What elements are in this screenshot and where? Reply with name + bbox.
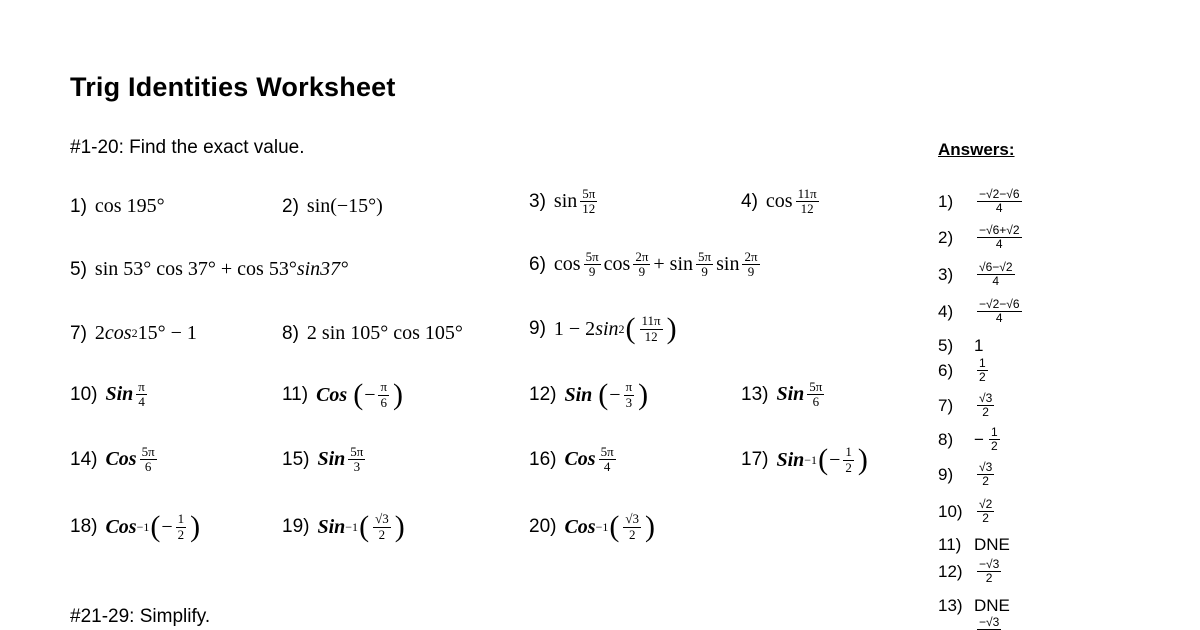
numerator: π <box>138 379 145 394</box>
denominator: 4 <box>995 201 1003 216</box>
problem-expression: sin(−15°) <box>306 195 383 217</box>
fraction <box>136 380 147 410</box>
denominator: 2 <box>979 370 986 385</box>
denominator: 6 <box>812 394 820 410</box>
problem-16 <box>529 445 619 475</box>
right-paren: ) <box>666 312 677 345</box>
denominator: 2 <box>628 526 636 542</box>
numerator: 5π <box>698 249 712 264</box>
answer-13 <box>938 596 1010 616</box>
denominator: 2 <box>982 405 989 420</box>
denominator: 9 <box>638 264 646 280</box>
denominator: 4 <box>995 311 1003 326</box>
numerator: 2π <box>744 249 758 264</box>
fraction <box>977 188 1022 215</box>
problem-number: 20) <box>529 516 557 537</box>
answer-3 <box>938 261 1018 288</box>
numerator: 1 <box>979 356 986 370</box>
numerator: 5π <box>141 444 155 459</box>
fraction <box>977 616 1001 630</box>
left-paren: ( <box>598 378 609 411</box>
left-paren: ( <box>625 312 636 345</box>
answer-number: 9) <box>938 464 954 484</box>
fraction <box>977 298 1022 325</box>
problem-expression: cos 195° <box>94 195 165 217</box>
fraction <box>977 558 1001 585</box>
numerator: 5π <box>809 379 823 394</box>
answer-number: 4) <box>938 301 954 321</box>
function-name: Sin <box>776 383 805 406</box>
answer-9 <box>938 461 997 488</box>
coefficient: 2 <box>94 322 105 344</box>
fraction <box>378 380 389 410</box>
answer-number: 6) <box>938 360 954 380</box>
function-name: Cos <box>316 383 348 406</box>
problem-6 <box>529 250 763 280</box>
problem-3 <box>529 187 600 217</box>
problem-9 <box>529 314 678 344</box>
problem-15 <box>282 445 368 475</box>
numerator: 1 <box>845 444 852 460</box>
function-name: Sin <box>776 448 805 471</box>
numerator: √3 <box>375 511 389 527</box>
right-paren: ) <box>393 378 404 411</box>
sign: − <box>609 383 621 406</box>
fraction <box>977 261 1015 288</box>
problem-number: 10) <box>70 383 98 405</box>
right-paren: ) <box>857 443 868 476</box>
fraction <box>977 498 994 525</box>
fraction <box>807 380 824 410</box>
answer-14-partial <box>938 616 1004 630</box>
problem-number: 2) <box>282 195 299 217</box>
numerator: 5π <box>600 444 614 459</box>
problem-number: 7) <box>70 322 87 344</box>
function-name: sin <box>553 190 578 213</box>
fraction <box>796 187 819 217</box>
answer-10 <box>938 498 997 525</box>
answers-heading: Answers: <box>938 140 1015 159</box>
problem-expression-tail: sin37° <box>296 258 349 280</box>
answer-value: 1 <box>974 336 984 355</box>
problem-2 <box>282 195 383 218</box>
function-name: cos <box>603 253 631 276</box>
left-paren: ( <box>609 510 620 543</box>
numerator: 11π <box>641 313 661 329</box>
denominator: 6 <box>380 394 387 410</box>
denominator: 12 <box>644 328 658 344</box>
numerator: 5π <box>582 186 596 201</box>
numerator: √2 <box>979 497 993 511</box>
numerator: 5π <box>585 249 599 264</box>
exponent: −1 <box>595 519 609 534</box>
fraction <box>599 445 616 475</box>
answer-4 <box>938 298 1025 325</box>
problem-7 <box>70 322 197 345</box>
answer-number: 1) <box>938 191 954 211</box>
problem-12 <box>529 380 649 410</box>
denominator: 12 <box>582 201 596 217</box>
answer-number: 7) <box>938 395 954 415</box>
problem-number: 8) <box>282 322 299 344</box>
fraction <box>176 512 187 542</box>
left-paren: ( <box>818 443 829 476</box>
numerator: √3 <box>979 391 993 405</box>
fraction <box>696 250 713 280</box>
exponent: −1 <box>136 519 150 534</box>
numerator: −√2−√6 <box>979 187 1020 201</box>
numerator: 1 <box>177 511 185 527</box>
answer-number: 3) <box>938 264 954 284</box>
fraction <box>640 314 663 344</box>
numerator: √3 <box>979 460 993 474</box>
numerator: 5π <box>350 444 364 459</box>
function-name: Sin <box>105 383 134 406</box>
denominator: 3 <box>353 459 361 475</box>
problem-4 <box>741 187 822 217</box>
numerator: 11π <box>797 186 817 201</box>
problem-number: 6) <box>529 253 546 275</box>
numerator: −√3 <box>979 557 1000 571</box>
fraction <box>977 224 1022 251</box>
function-name: cos <box>765 190 793 213</box>
problem-number: 19) <box>282 516 310 537</box>
problem-8 <box>282 322 463 345</box>
problem-11 <box>282 380 404 410</box>
denominator: 12 <box>800 201 814 217</box>
denominator: 2 <box>177 526 185 542</box>
answer-12 <box>938 558 1004 585</box>
problem-14 <box>70 445 160 475</box>
right-paren: ) <box>190 510 201 543</box>
problem-17 <box>741 445 869 475</box>
left-paren: ( <box>359 510 370 543</box>
numerator: π <box>625 379 633 395</box>
function-name: Cos <box>105 448 137 471</box>
denominator: 2 <box>845 459 852 475</box>
problem-number: 9) <box>529 318 546 339</box>
fraction <box>742 250 759 280</box>
denominator: 2 <box>985 571 993 586</box>
problem-number: 17) <box>741 449 769 470</box>
fraction <box>989 426 1000 453</box>
function-name: Sin <box>317 515 346 538</box>
function-name: Cos <box>564 515 596 538</box>
fraction <box>580 187 597 217</box>
fraction <box>624 380 635 410</box>
answer-8 <box>938 426 1003 453</box>
problem-number: 4) <box>741 190 758 212</box>
sign: − <box>829 448 841 471</box>
answer-number: 8) <box>938 429 954 449</box>
problem-expression: 2 sin 105° cos 105° <box>306 322 463 344</box>
numerator: √6−√2 <box>979 260 1013 274</box>
denominator: 3 <box>625 394 633 410</box>
numerator: −√3 <box>979 615 1000 629</box>
problem-number: 3) <box>529 190 546 212</box>
answer-7 <box>938 392 997 419</box>
function-name: Cos <box>105 515 137 538</box>
left-paren: ( <box>353 378 364 411</box>
problem-20 <box>529 512 656 542</box>
fraction <box>373 512 391 542</box>
answer-1 <box>938 188 1025 215</box>
numerator: π <box>380 379 388 395</box>
problem-number: 12) <box>529 384 557 405</box>
worksheet-title: Trig Identities Worksheet <box>70 72 396 102</box>
denominator: 4 <box>995 237 1003 252</box>
exponent: −1 <box>345 519 359 534</box>
exponent: 2 <box>618 321 625 336</box>
function-name: sin <box>716 253 740 276</box>
answer-number: 11) <box>938 535 962 554</box>
right-paren: ) <box>638 378 649 411</box>
numerator: 1 <box>990 425 998 439</box>
answer-number: 5) <box>938 336 954 355</box>
numerator: √3 <box>625 511 640 527</box>
problem-number: 16) <box>529 448 557 470</box>
answer-11 <box>938 535 1010 555</box>
instructions-part-2: #21-29: Simplify. <box>70 606 211 627</box>
fraction <box>584 250 601 280</box>
right-paren: ) <box>394 510 405 543</box>
fraction <box>623 512 641 542</box>
coefficient: 1 − 2 <box>553 317 596 340</box>
right-paren: ) <box>645 510 656 543</box>
sign: − <box>364 383 376 406</box>
problem-13 <box>741 380 827 410</box>
denominator: 4 <box>138 394 145 410</box>
answer-number: 13) <box>938 596 963 615</box>
fraction <box>633 250 650 280</box>
denominator: 6 <box>144 459 152 475</box>
exponent: 2 <box>131 326 138 340</box>
function-name: cos <box>104 322 132 344</box>
answer-number: 10) <box>938 501 963 521</box>
problem-expression: sin 53° cos 37° + cos 53° <box>94 258 297 280</box>
operator: + sin <box>653 253 694 276</box>
fraction <box>977 461 994 488</box>
fraction <box>348 445 365 475</box>
problem-19 <box>282 512 406 542</box>
fraction <box>977 357 988 384</box>
function-name: Sin <box>564 383 593 406</box>
problem-18 <box>70 512 201 542</box>
exponent: −1 <box>804 452 818 467</box>
denominator: 9 <box>701 264 708 280</box>
numerator: 2π <box>635 249 649 264</box>
denominator: 2 <box>378 526 386 542</box>
answer-value: DNE <box>974 535 1010 554</box>
problem-5 <box>70 258 348 281</box>
instructions-part-1: #1-20: Find the exact value. <box>70 137 305 158</box>
sign: − <box>974 429 984 449</box>
answer-2 <box>938 224 1025 251</box>
problem-number: 13) <box>741 383 769 405</box>
problem-number: 11) <box>282 384 309 405</box>
problem-number: 18) <box>70 516 98 537</box>
function-name: Sin <box>317 448 346 471</box>
problem-number: 5) <box>70 258 87 280</box>
answer-5 <box>938 336 983 356</box>
answer-value: DNE <box>974 596 1010 615</box>
denominator: 9 <box>747 264 755 280</box>
denominator: 2 <box>990 439 998 454</box>
function-name: Cos <box>564 448 596 471</box>
function-name: sin <box>595 317 619 340</box>
fraction <box>843 445 854 475</box>
problem-number: 14) <box>70 448 98 470</box>
problem-1 <box>70 195 165 218</box>
fraction <box>977 392 994 419</box>
denominator: 9 <box>588 264 596 280</box>
sign: − <box>161 515 173 538</box>
denominator: 2 <box>982 474 989 489</box>
numerator: −√2−√6 <box>979 297 1020 311</box>
problem-number: 15) <box>282 448 310 470</box>
denominator: 4 <box>992 274 1000 289</box>
answer-6 <box>938 357 991 384</box>
answer-number: 12) <box>938 561 963 581</box>
answer-number: 2) <box>938 227 954 247</box>
problem-10 <box>70 380 150 410</box>
numerator: −√6+√2 <box>979 223 1020 237</box>
problem-number: 1) <box>70 195 87 217</box>
fraction <box>140 445 157 475</box>
problem-expression: 15° − 1 <box>137 322 197 344</box>
denominator: 4 <box>603 459 611 475</box>
left-paren: ( <box>150 510 161 543</box>
function-name: cos <box>553 253 581 276</box>
denominator: 2 <box>982 511 989 526</box>
